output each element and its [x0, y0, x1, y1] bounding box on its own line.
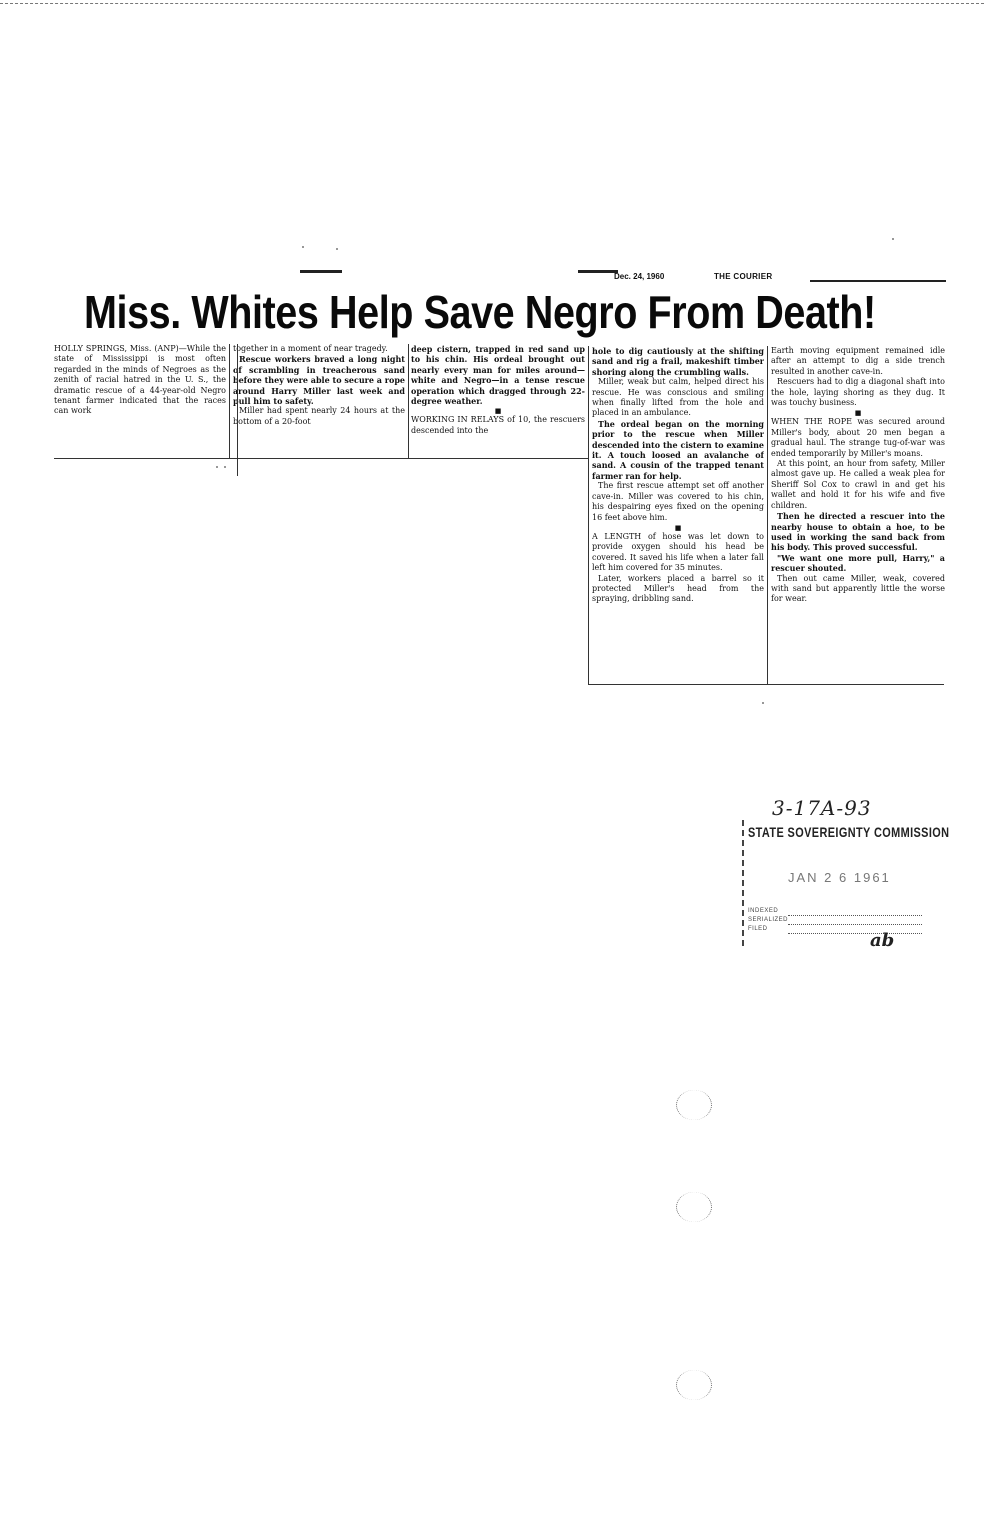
section-bullet: ■ — [674, 522, 682, 532]
paragraph: together in a moment of near tragedy. — [233, 344, 388, 353]
section-bullet: ■ — [494, 406, 502, 416]
article-column-4 — [592, 346, 764, 680]
scan-speck — [302, 246, 304, 248]
handwritten-initials: ab — [870, 930, 895, 951]
column-rule — [237, 344, 238, 476]
publication-date: Dec. 24, 1960 — [614, 272, 665, 281]
baseline-rule — [54, 458, 588, 459]
column-rule — [588, 346, 589, 684]
stamp-field-serialized: SERIALIZED — [748, 917, 789, 923]
baseline-rule — [588, 684, 944, 685]
stamp-date: JAN 2 6 1961 — [788, 870, 891, 885]
paragraph: The first rescue attempt set off another cave-in. Miller was covered to his chin, his despairing eyes fixed on the opening 16 feet above him. — [592, 481, 764, 522]
paragraph: WHEN THE ROPE was secured around Miller's body, about 20 men began a gradual haul. The strange tug-of-war was ended temporarily by Miller's moans. — [771, 417, 945, 458]
article-column-1 — [54, 344, 226, 456]
article-column-5 — [771, 346, 945, 680]
scan-speck — [336, 248, 338, 250]
commission-name: STATE SOVEREIGNTY COMMISSION — [748, 824, 950, 840]
paragraph: The ordeal began on the morning prior to the rescue when Miller descended into the cistern to examine it. A touch loosed an avalanche of sand. A cousin of the trapped tenant farmer ran for help. — [592, 418, 764, 481]
paragraph: Miller had spent nearly 24 hours at the bottom of a 20-foot — [233, 406, 405, 426]
stamp-field-filed: FILED — [748, 926, 768, 932]
punch-hole — [676, 1370, 712, 1400]
stamp-field-line — [788, 933, 922, 934]
column-rule — [408, 344, 409, 458]
paragraph: Rescue workers braved a long night of scrambling in treacherous sand before they were able to secure a rope around Harry Miller last week and pull him to safety. — [233, 354, 405, 407]
stamp-field-indexed: INDEXED — [748, 908, 779, 914]
punch-hole — [676, 1192, 712, 1222]
paragraph: Earth moving equipment remained idle after an attempt to dig a side trench resulted in another cave-in. — [771, 346, 945, 376]
paragraph: Then out came Miller, weak, covered with sand but apparently little the worse for wear. — [771, 573, 945, 604]
newspaper-name: THE COURIER — [714, 272, 773, 281]
scan-speck — [762, 702, 764, 704]
rule-ornament — [578, 270, 618, 273]
scan-speck — [224, 466, 226, 468]
scan-speck — [892, 238, 894, 240]
paragraph: HOLLY SPRINGS, Miss. (ANP)—While the state of Mississippi is most often regarded in the minds of Negroes as the zenith of racial hatred in the U. S., the dramatic rescue of a 44-year-old Negro tenant farmer indicated that the races can work — [54, 344, 226, 416]
paragraph: Later, workers placed a barrel so it protected Miller's head from the spraying, dribbling sand. — [592, 573, 764, 604]
handwritten-file-number: 3-17A-93 — [772, 796, 872, 820]
top-edge-line — [0, 3, 984, 4]
paragraph: Then he directed a rescuer into the nearby house to obtain a hoe, to be used in working the sand back from his body. This proved successful. — [771, 511, 945, 553]
headline: Miss. Whites Help Save Negro From Death! — [84, 286, 876, 338]
paragraph: Rescuers had to dig a diagonal shaft into the hole, laying shoring as they dug. It was touchy business. — [771, 377, 945, 408]
rule-right — [810, 280, 946, 282]
paragraph: "We want one more pull, Harry," a rescuer shouted. — [771, 552, 945, 574]
paragraph: hole to dig cautiously at the shifting sand and rig a frail, makeshift timber shoring along the crumbling walls. — [592, 346, 764, 377]
stamp-field-line — [788, 924, 922, 925]
column-rule — [229, 344, 230, 458]
paragraph: A LENGTH of hose was let down to provide oxygen should his head be covered. It saved his life when a later fall left him covered for 35 minutes. — [592, 531, 764, 573]
paragraph: WORKING IN RELAYS of 10, the rescuers descended into the — [411, 415, 585, 435]
paragraph: At this point, an hour from safety, Miller almost gave up. He called a weak plea for Sheriff Sol Cox to crawl in and get his wallet and hold it for his wife and five children. — [771, 459, 945, 510]
rule-ornament-left — [300, 270, 342, 273]
stamp-field-line — [788, 915, 922, 916]
section-bullet: ■ — [854, 408, 862, 418]
article-column-3 — [411, 344, 585, 456]
file-stamp — [742, 796, 950, 956]
punch-hole — [676, 1090, 712, 1120]
column-rule — [767, 346, 768, 684]
paragraph: Miller, weak but calm, helped direct his rescue. He was conscious and smiling when finally lifted from the hole and placed in an ambulance. — [592, 377, 764, 418]
article-column-2 — [233, 344, 405, 456]
scan-speck — [216, 466, 218, 468]
paragraph: deep cistern, trapped in red sand up to his chin. His ordeal brought out nearly every man for miles around—white and Negro—in a tense rescue operation which dragged through 22-degree weather. — [411, 344, 585, 407]
